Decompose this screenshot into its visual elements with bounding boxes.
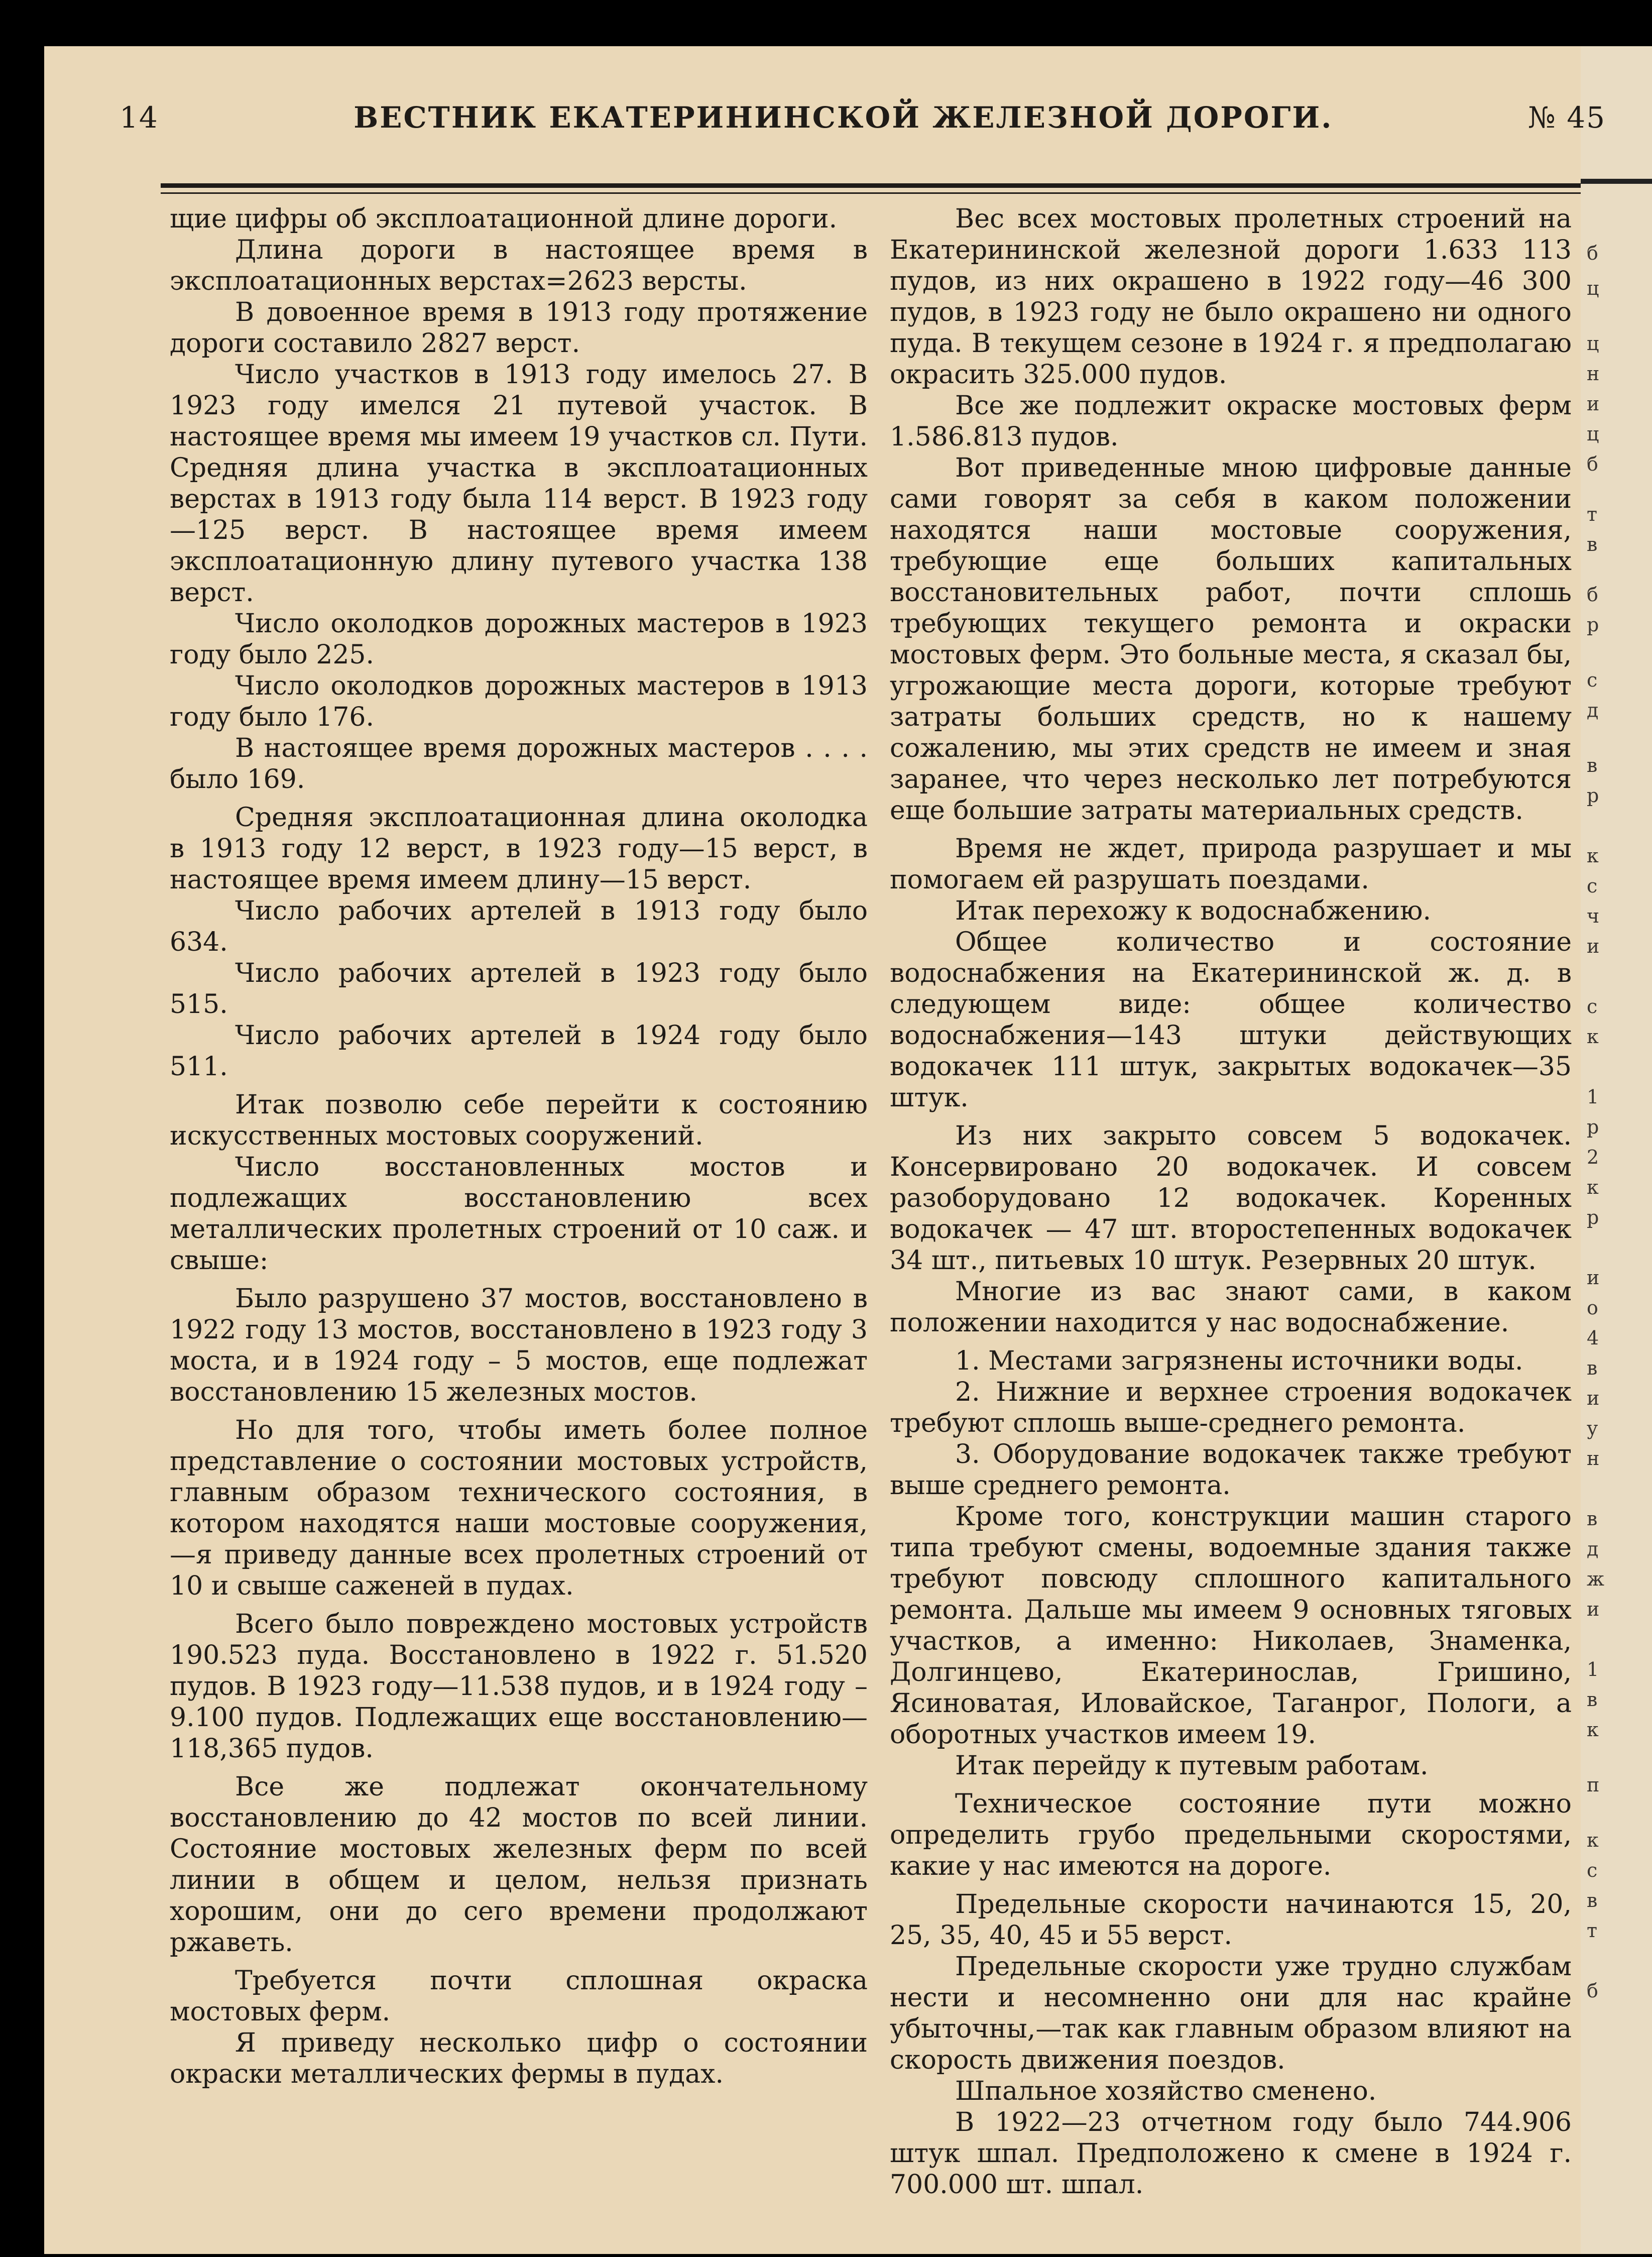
adjacent-page-letter: т [1587, 503, 1598, 525]
paragraph: Все же подлежат окончательному восстановлению до 42 мостов по всей линии. Состояние мостовых железных ферм по всей линии в общем и целом, нельзя признать хорошим, они до сего времени продолжают ржаветь. [170, 1772, 868, 1958]
header-rule [161, 183, 1581, 188]
adjacent-page-letter: о [1587, 1297, 1598, 1319]
paragraph: Требуется почти сплошная окраска мостовых ферм. [170, 1966, 868, 2027]
paragraph: В 1922—23 отчетном году было 744.906 штук шпал. Предположено к смене в 1924 г. 700.000 шт. шпал. [890, 2107, 1572, 2200]
adjacent-page-letter: и [1587, 393, 1600, 415]
adjacent-page-letter: 1 [1587, 1658, 1599, 1680]
adjacent-page-letter: к [1587, 845, 1599, 867]
paragraph: Число околодков дорожных мастеров в 1923 году было 225. [170, 609, 868, 670]
paragraph: Итак перехожу к водоснабжению. [955, 896, 1431, 926]
adjacent-page-letter: ц [1587, 332, 1599, 355]
adjacent-page-letter: б [1587, 1980, 1598, 2002]
adjacent-page-letter: с [1587, 875, 1598, 897]
adjacent-page-letter: д [1587, 699, 1599, 721]
paragraph: Длина дороги в настоящее время в эксплоатационных верстах=2623 версты. [170, 235, 868, 296]
paragraph: Техническое состояние пути можно определить грубо предельными скоростями, какие у нас имеются на дороге. [890, 1789, 1572, 1881]
paragraph: Было разрушено 37 мостов, восстановлено в 1922 году 13 мостов, восстановлено в 1923 году 3 моста, и в 1924 году – 5 мостов, еще подлежат восстановлению 15 железных мостов. [170, 1284, 868, 1407]
paragraph: Итак перейду к путевым работам. [955, 1751, 1429, 1781]
adjacent-page-letter: в [1587, 533, 1598, 555]
adjacent-page-edge [1581, 46, 1652, 2254]
adjacent-page-letter: р [1587, 614, 1599, 636]
adjacent-page-letter: н [1587, 363, 1600, 385]
left-column [170, 203, 868, 2090]
paragraph: В настоящее время дорожных мастеров . . . . было 169. [170, 733, 868, 795]
adjacent-page-letter: в [1587, 1889, 1598, 1911]
paragraph: 3. Оборудование водокачек также требуют выше среднего ремонта. [890, 1439, 1572, 1501]
paragraph: 2. Нижние и верхнее строения водокачек требуют сплошь выше-среднего ремонта. [890, 1377, 1572, 1438]
paragraph: Число рабочих артелей в 1913 году было 634. [170, 896, 868, 957]
adjacent-page-letter: 1 [1587, 1086, 1599, 1108]
page-number: 14 [120, 100, 159, 135]
adjacent-page-letter: т [1587, 1920, 1598, 1942]
issue-number: № 45 [1527, 100, 1606, 135]
adjacent-header-rule [1581, 179, 1652, 184]
adjacent-page-letter: п [1587, 1774, 1600, 1796]
paragraph: Предельные скорости уже трудно службам нести и несомненно они для нас крайне убыточны,—так как главным образом влияют на скорость движения поездов. [890, 1952, 1572, 2075]
paragraph: Итак позволю себе перейти к состоянию искусственных мостовых сооружений. [170, 1090, 868, 1151]
paragraph: 1. Местами загрязнены источники воды. [955, 1346, 1523, 1376]
paragraph: Кроме того, конструкции машин старого типа требуют смены, водоемные здания также требуют повсюду сплошного капитального ремонта. Дальше мы имеем 9 основных тяговых участков, а именно: Николаев, Знаменка, Долгинцево, Екатеринослав, Гришино, Ясиноватая, Иловайское, Таганрог, Пологи, а оборотных участков имеем 19. [890, 1502, 1572, 1750]
paragraph: Предельные скорости начинаются 15, 20, 25, 35, 40, 45 и 55 верст. [890, 1889, 1572, 1951]
paragraph: Средняя эксплоатационная длина околодка в 1913 году 12 верст, в 1923 году—15 верст, в настоящее время имеем длину—15 верст. [170, 803, 868, 895]
paragraph: Время не ждет, природа разрушает и мы помогаем ей разрушать поездами. [890, 834, 1572, 895]
adjacent-page-letter: 4 [1587, 1327, 1599, 1349]
paragraph: Общее количество и состояние водоснабжения на Екатерининской ж. д. в следующем виде: общее количество водоснабжения—143 штуки действующих водокачек 111 штук, закрытых водокачек—35 штук. [890, 927, 1572, 1113]
paragraph: Многие из вас знают сами, в каком положении находится у нас водоснабжение. [890, 1277, 1572, 1338]
paragraph: Но для того, чтобы иметь более полное представление о состоянии мостовых устройств, главным образом технического состояния, в котором находятся наши мостовые сооружения,—я приведу данные всех пролетных строений от 10 и свыше саженей в пудах. [170, 1415, 868, 1601]
adjacent-page-letter: с [1587, 1859, 1598, 1881]
adjacent-page-letter: с [1587, 995, 1598, 1018]
paragraph: Число участков в 1913 году имелось 27. В 1923 году имелся 21 путевой участок. В настоящее время мы имеем 19 участков сл. Пути. Средняя длина участка в эксплоатационных верстах в 1913 году была 114 верст. В 1923 году—125 верст. В настоящее время имеем эксплоатационную длину путевого участка 138 верст. [170, 360, 868, 608]
adjacent-page-letter: к [1587, 1719, 1599, 1741]
adjacent-page-letter: ц [1587, 277, 1599, 299]
adjacent-page-letter: 2 [1587, 1146, 1599, 1168]
paragraph: Число восстановленных мостов и подлежащих восстановлению всех металлических пролетных строений от 10 саж. и свыше: [170, 1152, 868, 1276]
page-header [120, 100, 1606, 146]
right-column [890, 203, 1572, 2200]
adjacent-page-letter: б [1587, 584, 1598, 606]
adjacent-page-letter: с [1587, 669, 1598, 691]
paragraph: Все же подлежит окраске мостовых ферм 1.586.813 пудов. [890, 391, 1572, 452]
header-rule-thin [161, 192, 1581, 194]
adjacent-page-letter: н [1587, 1447, 1600, 1470]
adjacent-page-letter: и [1587, 935, 1600, 957]
paragraph: Я приведу несколько цифр о состоянии окраски металлических фермы в пудах. [170, 2028, 868, 2089]
paragraph: Число околодков дорожных мастеров в 1913 году было 176. [170, 671, 868, 732]
adjacent-page-letter: в [1587, 1357, 1598, 1379]
adjacent-page-letter: у [1587, 1417, 1598, 1439]
paragraph: Всего было повреждено мостовых устройств 190.523 пуда. Восстановлено в 1922 г. 51.520 пудов. В 1923 году—11.538 пудов, и в 1924 году – 9.100 пудов. Подлежащих еще восстановлению—118,365 пудов. [170, 1609, 868, 1764]
adjacent-page-letter: и [1587, 1387, 1600, 1409]
adjacent-page-letter: ц [1587, 423, 1599, 445]
paragraph: Шпальное хозяйство сменено. [955, 2076, 1377, 2106]
adjacent-page-letter: к [1587, 1176, 1599, 1198]
adjacent-page-letter: ж [1587, 1568, 1604, 1590]
adjacent-page-letter: и [1587, 1267, 1600, 1289]
paragraph: щие цифры об эксплоатационной длине дороги. [170, 204, 838, 234]
adjacent-page-letter: д [1587, 1538, 1599, 1560]
adjacent-page-letter: к [1587, 1829, 1599, 1851]
paragraph: Из них закрыто совсем 5 водокачек. Консервировано 20 водокачек. И совсем разоборудовано 12 водокачек. Коренных водокачек — 47 шт. второстепенных водокачек 34 шт., питьевых 10 штук. Резервных 20 штук. [890, 1121, 1572, 1276]
paragraph: Число рабочих артелей в 1924 году было 511. [170, 1021, 868, 1082]
adjacent-page-letter: в [1587, 1508, 1598, 1530]
adjacent-page-letter: р [1587, 1206, 1599, 1228]
adjacent-page-letter: б [1587, 242, 1598, 264]
adjacent-page-letter: б [1587, 453, 1598, 475]
adjacent-page-letter: в [1587, 1688, 1598, 1711]
paragraph: Вес всех мостовых пролетных строений на Екатерининской железной дороги 1.633 113 пудов, из них окрашено в 1922 году—46 300 пудов, в 1923 году не было окрашено ни одного пуда. В текущем сезоне в 1924 г. я предполагаю окрасить 325.000 пудов. [890, 204, 1572, 390]
adjacent-page-letter: и [1587, 1598, 1600, 1620]
adjacent-page-letter: в [1587, 754, 1598, 776]
adjacent-page-letter: р [1587, 784, 1599, 807]
publication-title: ВЕСТНИК ЕКАТЕРИНИНСКОЙ ЖЕЛЕЗНОЙ ДОРОГИ. [353, 100, 1333, 135]
paragraph: Вот приведенные мною цифровые данные сами говорят за себя в каком положении находятся наши мостовые сооружения, требующие еще больших капитальных восстановительных работ, почти сплошь требующих текущего ремонта и окраски мостовых ферм. Это больные места, я сказал бы, угрожающие места дороги, которые требуют затраты больших средств, но к нашему сожалению, мы этих средств не имеем и зная заранее, что через несколько лет потребуются еще большие затраты материальных средств. [890, 453, 1572, 826]
adjacent-page-letter: к [1587, 1026, 1599, 1048]
adjacent-page-letter: ч [1587, 905, 1600, 927]
paragraph: В довоенное время в 1913 году протяжение дороги составило 2827 верст. [170, 297, 868, 359]
adjacent-page-letter: р [1587, 1116, 1599, 1138]
paragraph: Число рабочих артелей в 1923 году было 515. [170, 958, 868, 1020]
